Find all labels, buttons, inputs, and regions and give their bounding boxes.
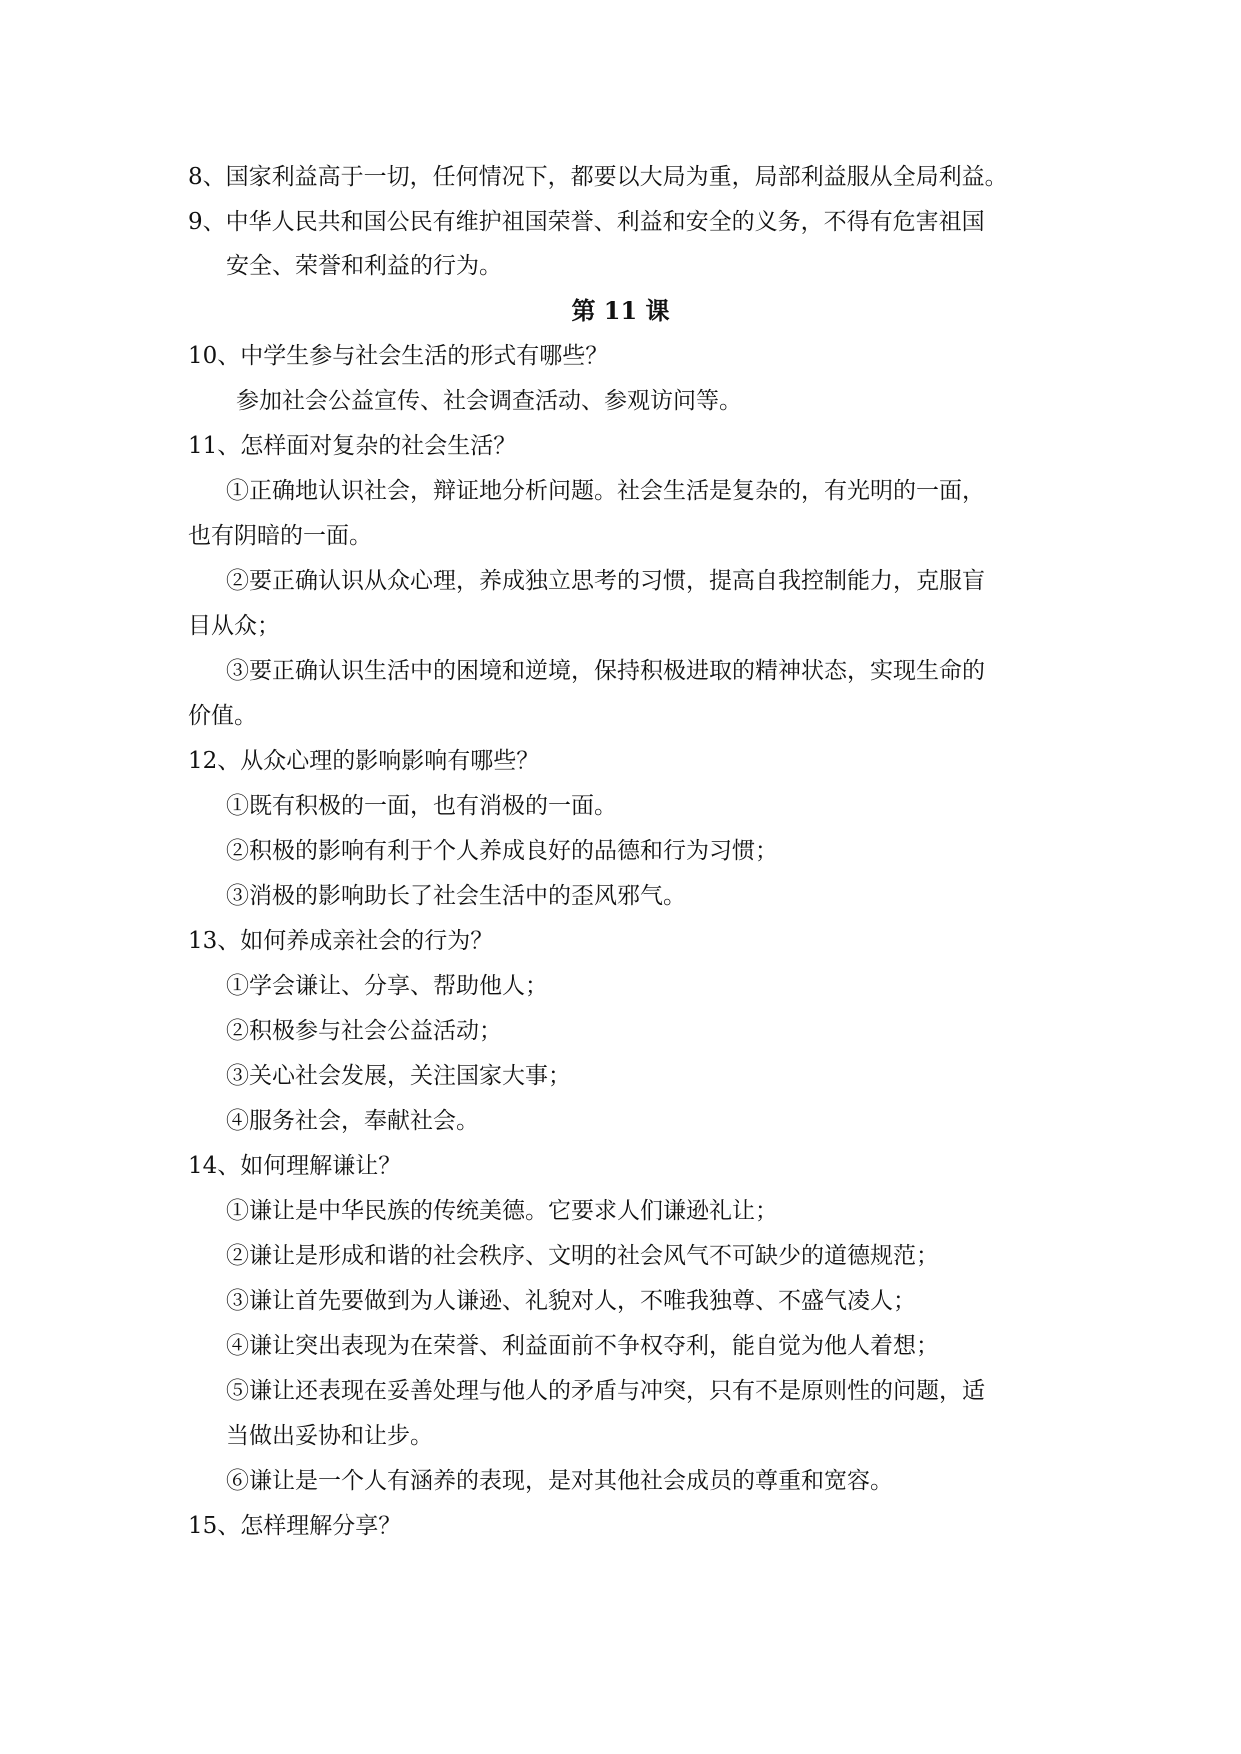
- answer-14-5-cont: 当做出妥协和让步。: [226, 1423, 433, 1449]
- answer-14-6: ⑥谦让是一个人有涵养的表现，是对其他社会成员的尊重和宽容。: [226, 1468, 893, 1494]
- lesson-heading: 第 11 课: [571, 296, 670, 325]
- answer-13-4: ④服务社会，奉献社会。: [226, 1108, 479, 1134]
- question-15: 15、怎样理解分享？: [188, 1513, 402, 1539]
- item-9: 9、中华人民共和国公民有维护祖国荣誉、利益和安全的义务，不得有危害祖国: [188, 209, 985, 235]
- answer-11-1: ①正确地认识社会，辩证地分析问题。社会生活是复杂的，有光明的一面，: [226, 478, 985, 504]
- answer-12-2: ②积极的影响有利于个人养成良好的品德和行为习惯；: [226, 838, 778, 864]
- question-13: 13、如何养成亲社会的行为？: [188, 928, 494, 954]
- answer-13-2: ②积极参与社会公益活动；: [226, 1018, 502, 1044]
- answer-14-5: ⑤谦让还表现在妥善处理与他人的矛盾与冲突，只有不是原则性的问题，适: [226, 1378, 985, 1404]
- question-14: 14、如何理解谦让？: [188, 1153, 402, 1179]
- item-8: 8、国家利益高于一切，任何情况下，都要以大局为重，局部利益服从全局利益。: [188, 164, 1008, 190]
- answer-11-2-cont: 目从众；: [188, 613, 280, 639]
- answer-14-1: ①谦让是中华民族的传统美德。它要求人们谦逊礼让；: [226, 1198, 778, 1224]
- answer-10: 参加社会公益宣传、社会调查活动、参观访问等。: [236, 388, 742, 414]
- answer-13-1: ①学会谦让、分享、帮助他人；: [226, 973, 548, 999]
- question-12: 12、从众心理的影响影响有哪些？: [188, 748, 540, 774]
- answer-14-2: ②谦让是形成和谐的社会秩序、文明的社会风气不可缺少的道德规范；: [226, 1243, 939, 1269]
- answer-14-4: ④谦让突出表现为在荣誉、利益面前不争权夺利，能自觉为他人着想；: [226, 1333, 939, 1359]
- answer-11-3: ③要正确认识生活中的困境和逆境，保持积极进取的精神状态，实现生命的: [226, 658, 985, 684]
- answer-11-3-cont: 价值。: [188, 703, 257, 729]
- answer-14-3: ③谦让首先要做到为人谦逊、礼貌对人，不唯我独尊、不盛气凌人；: [226, 1288, 916, 1314]
- answer-11-1-cont: 也有阴暗的一面。: [188, 523, 372, 549]
- answer-12-3: ③消极的影响助长了社会生活中的歪风邪气。: [226, 883, 686, 909]
- question-11: 11、怎样面对复杂的社会生活？: [188, 433, 517, 459]
- item-9-cont: 安全、荣誉和利益的行为。: [226, 253, 502, 279]
- answer-11-2: ②要正确认识从众心理，养成独立思考的习惯，提高自我控制能力，克服盲: [226, 568, 985, 594]
- answer-13-3: ③关心社会发展，关注国家大事；: [226, 1063, 571, 1089]
- question-10: 10、中学生参与社会生活的形式有哪些？: [188, 343, 609, 369]
- answer-12-1: ①既有积极的一面，也有消极的一面。: [226, 793, 617, 819]
